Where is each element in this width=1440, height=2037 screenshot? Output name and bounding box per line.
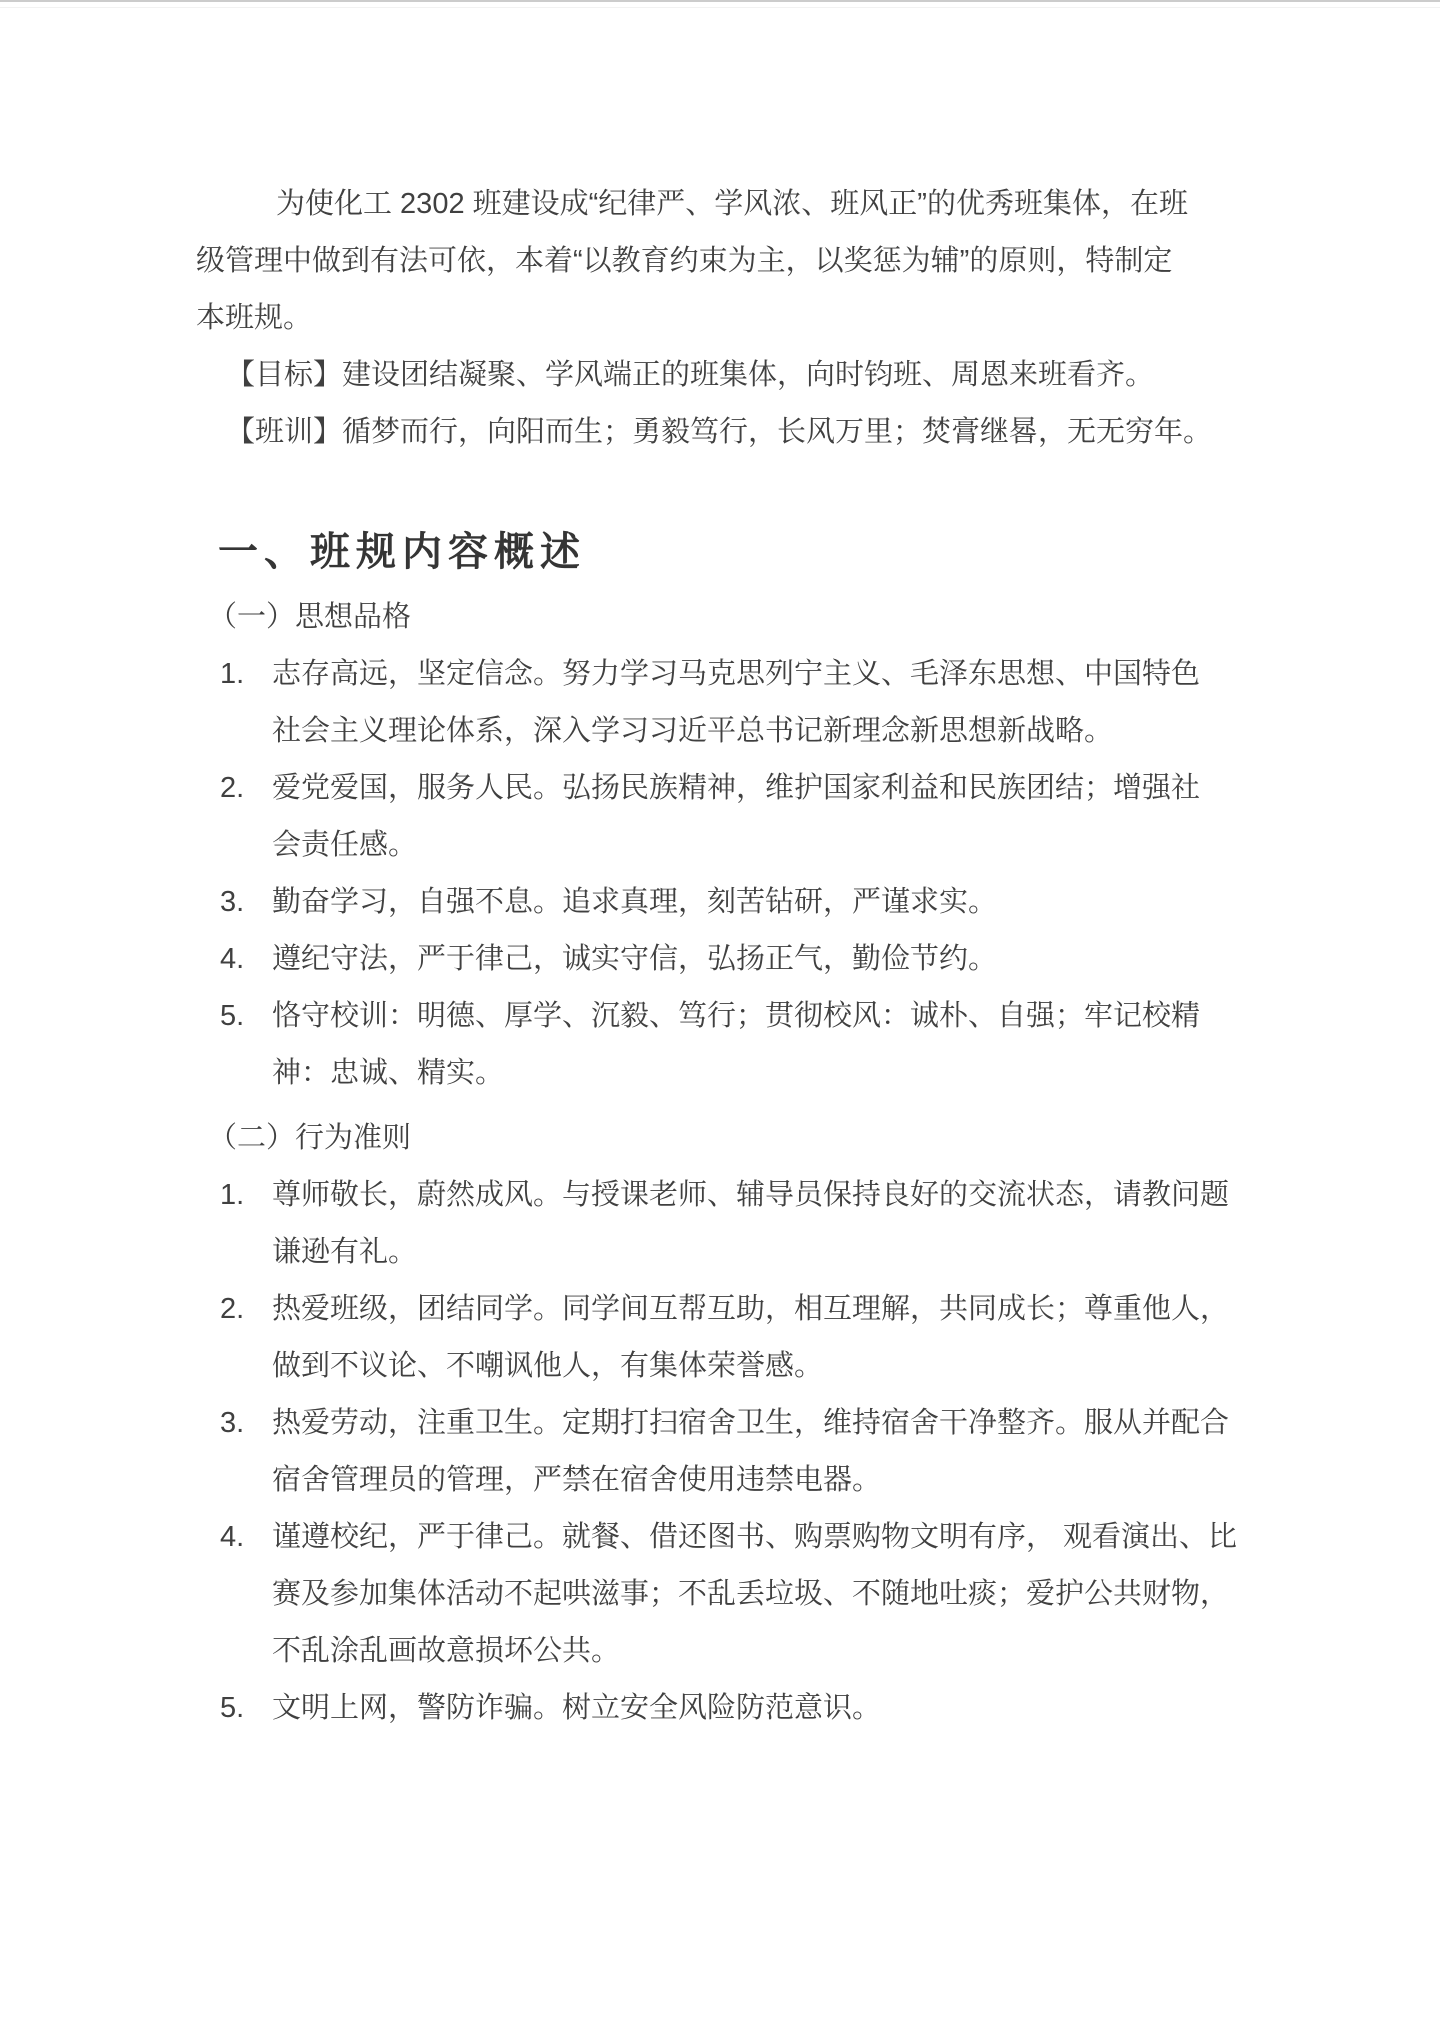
item-text-line: 志存高远，坚定信念。努力学习马克思列宁主义、毛泽东思想、中国特色 <box>272 658 1201 690</box>
item-number: 4. <box>220 1521 245 1553</box>
item-number: 2. <box>220 1293 245 1325</box>
document-content <box>0 2 1440 1737</box>
list-item <box>196 1281 1250 1395</box>
item-text-line: 谨遵校纪，严于律己。就餐、借还图书、购票购物文明有序， 观看演出、比 <box>272 1521 1238 1553</box>
list-item <box>196 1167 1250 1281</box>
list-item <box>196 1680 1250 1737</box>
intro-paragraph <box>196 176 1250 347</box>
intro-line: 为使化工 2302 班建设成“纪律严、学风浓、班风正”的优秀班集体，在班 <box>276 188 1188 220</box>
list-item <box>196 1395 1250 1509</box>
item-number: 5. <box>220 1692 245 1724</box>
item-text-line: 不乱涂乱画故意损坏公共。 <box>272 1635 621 1667</box>
item-text-line: 勤奋学习，自强不息。追求真理，刻苦钻研，严谨求实。 <box>272 886 998 918</box>
list-item <box>196 760 1250 874</box>
item-text-line: 文明上网，警防诈骗。树立安全风险防范意识。 <box>272 1692 882 1724</box>
item-text-line: 恪守校训：明德、厚学、沉毅、笃行；贯彻校风：诚朴、自强；牢记校精 <box>272 1000 1201 1032</box>
section-heading: 一、班规内容概述 <box>218 530 586 574</box>
list-item <box>196 874 1250 931</box>
item-text-line: 赛及参加集体活动不起哄滋事；不乱丢垃圾、不随地吐痰；爱护公共财物， <box>272 1578 1230 1610</box>
item-number: 4. <box>220 943 245 975</box>
item-number: 1. <box>220 658 245 690</box>
item-text-line: 爱党爱国，服务人民。弘扬民族精神，维护国家利益和民族团结；增强社 <box>272 772 1201 804</box>
item-text-line: 热爱班级，团结同学。同学间互帮互助，相互理解，共同成长；尊重他人， <box>272 1293 1230 1325</box>
list-item <box>196 646 1250 760</box>
motto-line: 【班训】循梦而行，向阳而生；勇毅笃行，长风万里；焚膏继晷，无无穷年。 <box>226 416 1213 448</box>
item-text-line: 热爱劳动，注重卫生。定期打扫宿舍卫生，维持宿舍干净整齐。服从并配合 <box>272 1407 1230 1439</box>
intro-line: 级管理中做到有法可依，本着“以教育约束为主，以奖惩为辅”的原则，特制定 <box>196 245 1173 277</box>
item-text-line: 会责任感。 <box>272 829 418 861</box>
rules-list-conduct <box>196 1167 1250 1737</box>
item-text-line: 做到不议论、不嘲讽他人，有集体荣誉感。 <box>272 1350 824 1382</box>
goal-line: 【目标】建设团结凝聚、学风端正的班集体，向时钧班、周恩来班看齐。 <box>226 359 1155 391</box>
subsection-conduct-title: （二）行为准则 <box>208 1122 412 1154</box>
item-number: 2. <box>220 772 245 804</box>
item-number: 1. <box>220 1179 245 1211</box>
rules-list-thought <box>196 646 1250 1102</box>
item-text-line: 神：忠诚、精实。 <box>272 1057 505 1089</box>
item-text-line: 社会主义理论体系，深入学习习近平总书记新理念新思想新战略。 <box>272 715 1114 747</box>
item-text-line: 谦逊有礼。 <box>272 1236 418 1268</box>
list-item <box>196 931 1250 988</box>
item-text-line: 遵纪守法，严于律己，诚实守信，弘扬正气，勤俭节约。 <box>272 943 998 975</box>
item-number: 5. <box>220 1000 245 1032</box>
item-text-line: 宿舍管理员的管理，严禁在宿舍使用违禁电器。 <box>272 1464 882 1496</box>
intro-line: 本班规。 <box>196 302 313 334</box>
item-number: 3. <box>220 1407 245 1439</box>
item-number: 3. <box>220 886 245 918</box>
subsection-thought-title: （一）思想品格 <box>208 601 412 633</box>
list-item <box>196 988 1250 1102</box>
item-text-line: 尊师敬长，蔚然成风。与授课老师、辅导员保持良好的交流状态，请教问题 <box>272 1179 1230 1211</box>
list-item <box>196 1509 1250 1680</box>
